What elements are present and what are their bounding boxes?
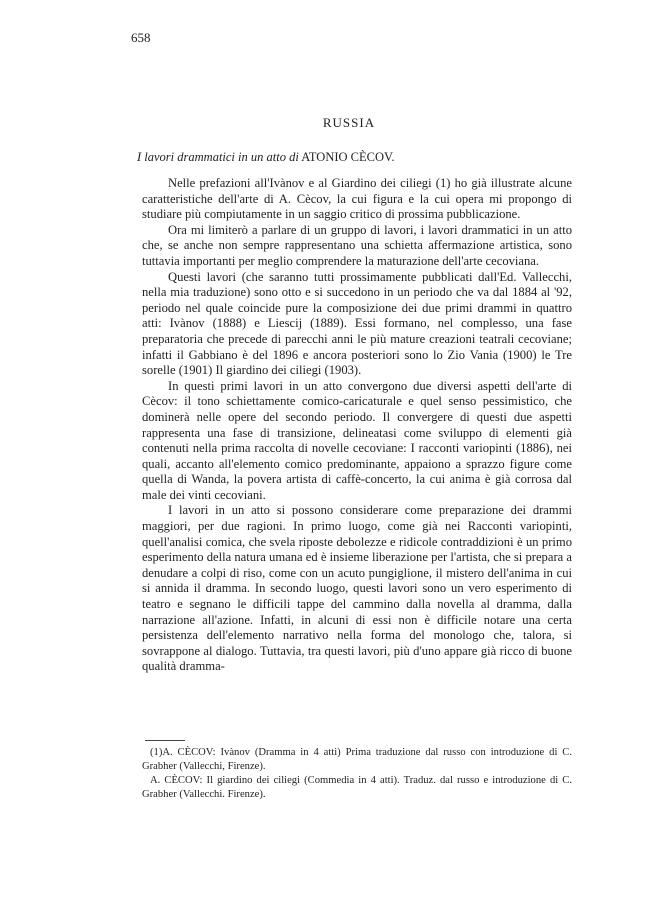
section-title: RUSSIA xyxy=(322,115,376,130)
footnotes xyxy=(142,746,572,802)
paragraph: Nelle prefazioni all'Ivànov e al Giardino dei ciliegi (1) ho già illustrate alcune caratteristiche dell'arte di A. Cècov, la cui figura e la cui opera mi propongo di studiare più compiutamente in un saggio critico di prossima pubblicazione. xyxy=(142,176,572,222)
article-body xyxy=(142,176,572,675)
footnote: A. CÈCOV: Il giardino dei ciliegi (Commedia in 4 atti). Traduz. dal russo e introduzione di C. Grabher (Vallecchi. Firenze). xyxy=(142,775,572,800)
subtitle-author: ATONIO CÈCOV. xyxy=(301,150,395,164)
paragraph: I lavori in un atto si possono considerare come preparazione dei drammi maggiori, per due ragioni. In primo luogo, come già nei Racconti variopinti, quell'analisi comica, che svela riposte debolezze e ridicole contraddizioni è un primo esperimento della natura umana ed è insieme liberazione per l'artista, che si prepara a denudare a colpi di riso, come con un acuto pungiglione, il mistero dell'anima in cui si annida il dramma. In secondo luogo, questi lavori sono un vero esperimento di teatro e segnano le difficili tappe del cammino dalla novella al dramma, dalla narrazione all'azione. Infatti, in alcuni di essi non è difficile notare una certa persistenza dell'elemento narrativo nella forma del monologo che, talora, si sovrappone al dialogo. Tuttavia, tra questi lavori, più d'uno appare già ricco di buone qualità dramma- xyxy=(142,503,572,674)
page-number: 658 xyxy=(131,30,151,45)
paragraph: In questi primi lavori in un atto convergono due diversi aspetti dell'arte di Cècov: il tono schiettamente comico-caricaturale e quel senso pessimistico, che dominerà nelle opere del secondo periodo. Il convergere di questi due aspetti rappresenta una fase di transizione, delineatasi come sviluppo di elementi già contenuti nella prima raccolta di novelle cecoviane: I racconti variopinti (1886), nei quali, accanto all'elemento comico predominante, appaiono a sprazzo figure come quella di Wanda, la povera artista di caffè-concerto, la cui anima è già corrosa dal male dei vinti cecoviani. xyxy=(142,378,572,502)
footnote: (1)A. CÈCOV: Ivànov (Dramma in 4 atti) Prima traduzione dal russo con introduzione di C. Grabher (Vallecchi, Firenze). xyxy=(142,747,572,772)
paragraph: Questi lavori (che saranno tutti prossimamente pubblicati dall'Ed. Vallecchi, nella mia traduzione) sono otto e si succedono in un periodo che va dal 1884 al '92, periodo nel quale coincide pure la composizione dei due primi drammi in quattro atti: Ivànov (1888) e Liescij (1889). Essi formano, nel complesso, una fase preparatoria che precede di parecchi anni le più mature creazioni teatrali cecoviane; infatti il Gabbiano è del 1896 e ancora posteriori sono lo Zio Vania (1900) le Tre sorelle (1901) Il giardino dei ciliegi (1903). xyxy=(142,269,572,378)
subtitle-italic: I lavori drammatici in un atto di xyxy=(137,150,299,164)
footnote-divider xyxy=(145,740,185,741)
paragraph: Ora mi limiterò a parlare di un gruppo di lavori, i lavori drammatici in un atto che, se anche non sempre rappresentano una schietta affermazione artistica, sono tuttavia importanti per meglio comprendere la maturazione dell'arte cecoviana. xyxy=(142,222,572,268)
article-subtitle xyxy=(137,150,395,165)
